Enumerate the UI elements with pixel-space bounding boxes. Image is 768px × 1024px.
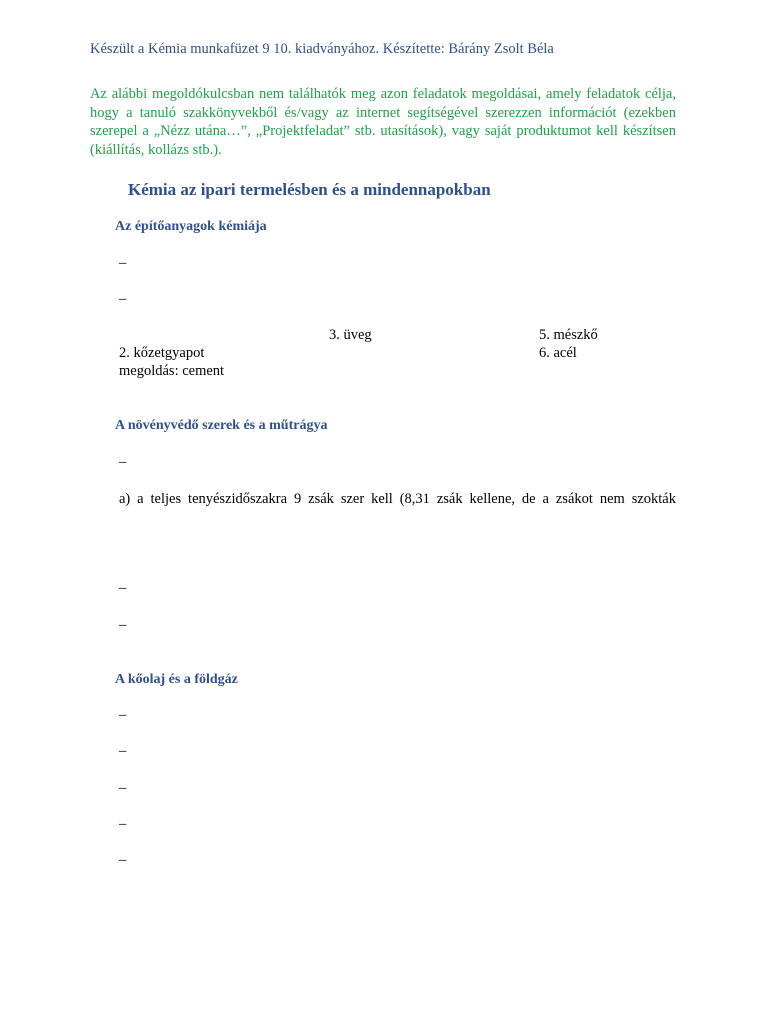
section-title-pesticides: A növényvédő szerek és a műtrágya [115, 418, 328, 433]
answer-dash: – [119, 617, 127, 633]
answer-a-text: a) a teljes tenyészidőszakra 9 zsák szer kell (8,31 zsák kellene, de a zsákot nem szokták [119, 491, 676, 507]
header-credit: Készült a Kémia munkafüzet 9 10. kiadványához. Készítette: Bárány Zsolt Béla [90, 41, 554, 57]
answer-dash: – [119, 255, 127, 271]
answer-item-rockwool: 2. kőzetgyapot [119, 345, 205, 361]
answer-dash: – [119, 454, 127, 470]
answer-item-steel: 6. acél [539, 345, 577, 361]
answer-dash: – [119, 852, 127, 868]
answer-solution: megoldás: cement [119, 363, 225, 379]
section-title-oil-gas: A kőolaj és a földgáz [115, 672, 238, 687]
answer-item-limestone: 5. mészkő [539, 327, 598, 343]
answer-dash: – [119, 291, 127, 307]
intro-note: Az alábbi megoldókulcsban nem találhatók meg azon feladatok megoldásai, amely feladatok célja, hogy a tanuló szakkönyvekből és/vagy az internet segítségével szerezzen információt (ezekben szerepel a „Nézz utána…”, „Projektfeladat” stb. utasítások), vagy saját produktumot kell készítsen (kiállítás, kollázs stb.). [90, 86, 676, 158]
answer-item-glass: 3. üveg [329, 327, 372, 343]
answer-dash: – [119, 780, 127, 796]
answer-dash: – [119, 707, 127, 723]
section-title-building-materials: Az építőanyagok kémiája [115, 219, 267, 234]
answer-dash: – [119, 816, 127, 832]
main-title: Kémia az ipari termelésben és a mindennapokban [128, 180, 491, 199]
answer-dash: – [119, 580, 127, 596]
answer-dash: – [119, 743, 127, 759]
